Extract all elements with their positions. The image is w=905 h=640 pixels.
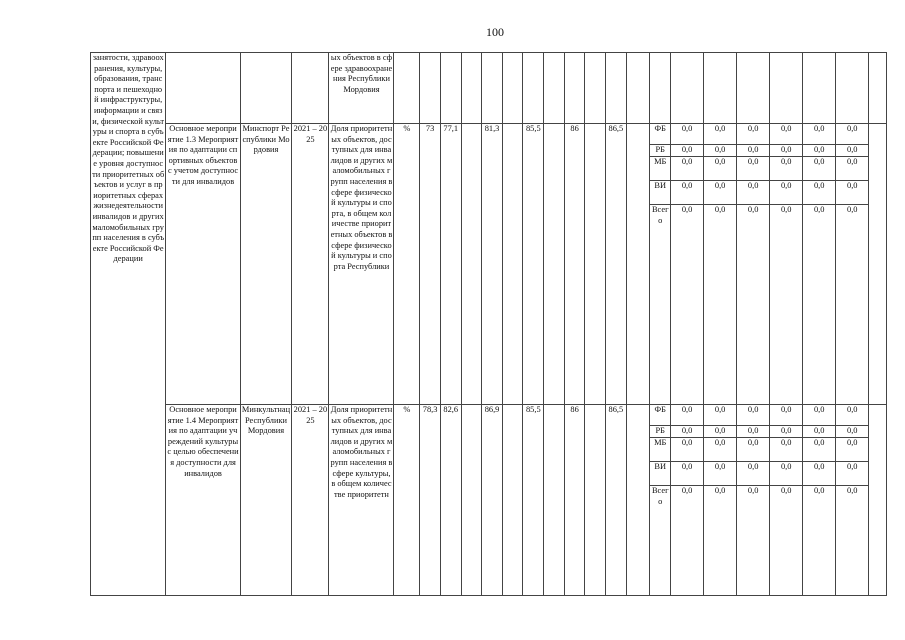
financing-cell: 0,0 — [737, 462, 770, 486]
value-cell — [585, 405, 606, 596]
financing-cell: 0,0 — [671, 486, 704, 596]
financing-cell: 0,0 — [836, 438, 869, 462]
value-cell — [544, 405, 565, 596]
source-label: Всего — [650, 205, 671, 405]
financing-cell: 0,0 — [770, 462, 803, 486]
financing-cell: 0,0 — [671, 145, 704, 157]
financing-cell: 0,0 — [803, 157, 836, 181]
financing-cell: 0,0 — [704, 124, 737, 145]
value-cell: 86,5 — [606, 405, 627, 596]
indicator-cell: ых объектов в сфере здравоохранения Республики Мордовия — [329, 53, 394, 124]
value-cell: 86 — [564, 124, 585, 405]
activity-name: Основное мероприятие 1.3 Мероприятия по адаптации спортивных объектов с учетом доступности для инвалидов — [166, 124, 240, 405]
executor-cell: Минкультнац Республики Мордовия — [240, 405, 292, 596]
financing-cell: 0,0 — [671, 124, 704, 145]
value-cell: 81,3 — [482, 124, 503, 405]
financing-cell: 0,0 — [737, 486, 770, 596]
unit-cell: % — [394, 405, 420, 596]
blank-cell — [869, 124, 887, 405]
financing-cell: 0,0 — [836, 157, 869, 181]
indicator-cell: Доля приоритетных объектов, доступных для инвалидов и других маломобильных групп населения в сфере физической культуры и спорта, в общем количестве приоритетных объектов в сфере физической культуры и спорта Республики — [329, 124, 394, 405]
financing-cell: 0,0 — [836, 124, 869, 145]
financing-cell: 0,0 — [737, 205, 770, 405]
goal-cell: занятости, здравоохранения, культуры, образования, транспорта и пешеходной инфраструктуры, информации и связи, физической культуры и спорта в субъекте Российской Федерации; повышение уровня доступности приоритетных объектов и услуг в приоритетных сферах жизнедеятельности инвалидов и других маломобильных групп населения в субъекте Российской Федерации — [91, 53, 166, 596]
financing-cell: 0,0 — [770, 405, 803, 426]
financing-cell: 0,0 — [770, 181, 803, 205]
financing-cell: 0,0 — [671, 205, 704, 405]
financing-cell: 0,0 — [803, 124, 836, 145]
financing-cell: 0,0 — [737, 426, 770, 438]
financing-cell: 0,0 — [737, 145, 770, 157]
financing-cell: 0,0 — [803, 462, 836, 486]
table-row — [91, 405, 887, 426]
financing-cell: 0,0 — [671, 181, 704, 205]
financing-cell: 0,0 — [803, 205, 836, 405]
blank-cell — [869, 405, 887, 596]
period-cell: 2021 – 2025 — [292, 124, 329, 405]
unit-cell: % — [394, 124, 420, 405]
executor-cell: Минспорт Республики Мордовия — [240, 124, 292, 405]
financing-cell: 0,0 — [704, 438, 737, 462]
value-cell — [461, 124, 482, 405]
financing-cell: 0,0 — [737, 405, 770, 426]
value-cell: 73 — [420, 124, 441, 405]
blank-cell — [626, 124, 650, 405]
financing-cell: 0,0 — [770, 145, 803, 157]
value-cell: 86,9 — [482, 405, 503, 596]
financing-cell: 0,0 — [803, 486, 836, 596]
value-cell — [502, 405, 523, 596]
blank-cell — [626, 405, 650, 596]
source-label: РБ — [650, 426, 671, 438]
source-label: МБ — [650, 157, 671, 181]
value-cell — [544, 124, 565, 405]
financing-cell: 0,0 — [836, 486, 869, 596]
financing-cell: 0,0 — [836, 205, 869, 405]
table-row — [91, 53, 887, 124]
value-cell — [461, 405, 482, 596]
financing-cell: 0,0 — [671, 157, 704, 181]
financing-cell: 0,0 — [803, 426, 836, 438]
financing-cell: 0,0 — [836, 145, 869, 157]
page-number: 100 — [486, 25, 504, 39]
financing-cell: 0,0 — [704, 405, 737, 426]
financing-cell: 0,0 — [770, 486, 803, 596]
financing-cell: 0,0 — [770, 438, 803, 462]
financing-cell: 0,0 — [737, 181, 770, 205]
financing-cell: 0,0 — [770, 124, 803, 145]
financing-cell: 0,0 — [770, 205, 803, 405]
value-cell: 86,5 — [606, 124, 627, 405]
financing-cell: 0,0 — [803, 145, 836, 157]
financing-cell: 0,0 — [836, 405, 869, 426]
program-table — [90, 52, 887, 596]
source-label: ВИ — [650, 462, 671, 486]
source-label: ФБ — [650, 124, 671, 145]
blank-cell — [240, 53, 292, 124]
financing-cell: 0,0 — [803, 438, 836, 462]
financing-cell: 0,0 — [803, 405, 836, 426]
financing-cell: 0,0 — [770, 426, 803, 438]
financing-cell: 0,0 — [836, 426, 869, 438]
activity-name: Основное мероприятие 1.4 Мероприятия по адаптации учреждений культуры с целью обеспечения доступности для инвалидов — [166, 405, 240, 596]
financing-cell: 0,0 — [704, 426, 737, 438]
financing-cell: 0,0 — [704, 145, 737, 157]
source-label: МБ — [650, 438, 671, 462]
source-label: ВИ — [650, 181, 671, 205]
table-row — [91, 124, 887, 145]
financing-cell: 0,0 — [737, 438, 770, 462]
financing-cell: 0,0 — [671, 405, 704, 426]
value-cell: 85,5 — [523, 405, 544, 596]
value-cell: 85,5 — [523, 124, 544, 405]
value-cell: 82,6 — [440, 405, 461, 596]
financing-cell: 0,0 — [704, 205, 737, 405]
financing-cell: 0,0 — [803, 181, 836, 205]
financing-cell: 0,0 — [737, 124, 770, 145]
financing-cell: 0,0 — [704, 462, 737, 486]
financing-cell: 0,0 — [671, 426, 704, 438]
financing-cell: 0,0 — [770, 157, 803, 181]
source-label: ФБ — [650, 405, 671, 426]
source-label: Всего — [650, 486, 671, 596]
financing-cell: 0,0 — [704, 486, 737, 596]
blank-cell — [166, 53, 240, 124]
financing-cell: 0,0 — [836, 181, 869, 205]
value-cell — [502, 124, 523, 405]
financing-cell: 0,0 — [836, 462, 869, 486]
value-cell: 77,1 — [440, 124, 461, 405]
value-cell: 86 — [564, 405, 585, 596]
value-cell — [585, 124, 606, 405]
financing-cell: 0,0 — [704, 157, 737, 181]
blank-cell — [292, 53, 329, 124]
financing-cell: 0,0 — [671, 438, 704, 462]
value-cell: 78,3 — [420, 405, 441, 596]
source-label: РБ — [650, 145, 671, 157]
financing-cell: 0,0 — [671, 462, 704, 486]
period-cell: 2021 – 2025 — [292, 405, 329, 596]
financing-cell: 0,0 — [704, 181, 737, 205]
indicator-cell: Доля приоритетных объектов, доступных для инвалидов и других маломобильных групп населения в сфере культуры, в общем количестве приоритетн — [329, 405, 394, 596]
financing-cell: 0,0 — [737, 157, 770, 181]
